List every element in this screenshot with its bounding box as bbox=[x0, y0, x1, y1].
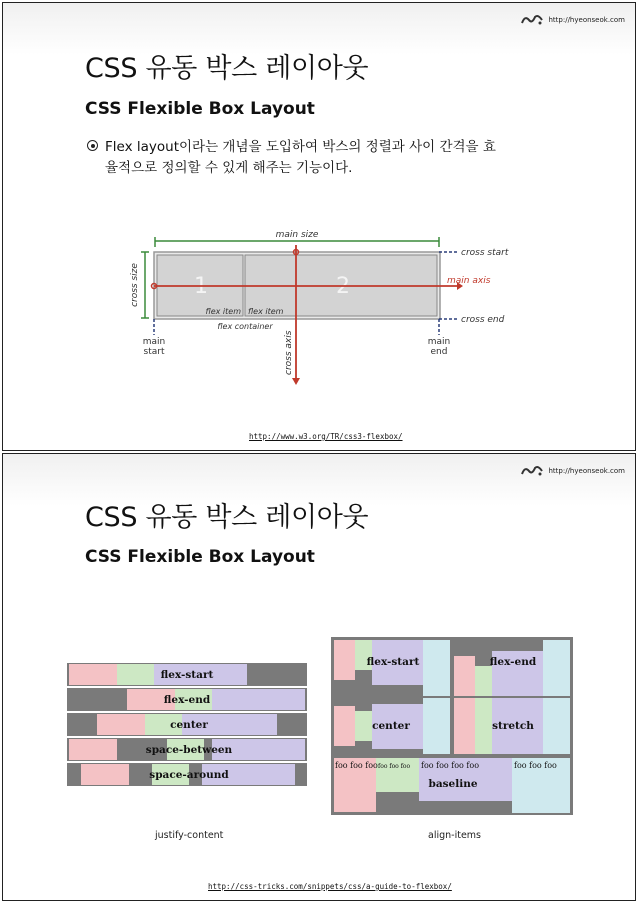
bullet-line-2: 율적으로 정의할 수 있게 해주는 기능이다. bbox=[105, 160, 353, 176]
justify-row-space-between: space-between bbox=[145, 744, 233, 756]
slide-subtitle: CSS Flexible Box Layout bbox=[85, 99, 315, 119]
justify-row-flex-end: flex-end bbox=[163, 694, 211, 706]
main-end-label-2: end bbox=[430, 347, 448, 357]
slide-title: CSS 유동 박스 레이아웃 bbox=[85, 53, 369, 84]
align-cell-flex-end: flex-end bbox=[489, 656, 537, 668]
item-1-number: 1 bbox=[194, 274, 208, 299]
align-cell-baseline: baseline bbox=[428, 778, 478, 790]
align-cell-stretch: stretch bbox=[492, 720, 534, 732]
main-axis-label: main axis bbox=[447, 276, 491, 286]
baseline-foo-4: foo foo foo bbox=[514, 761, 557, 770]
align-cell-center: center bbox=[372, 720, 410, 732]
align-items-caption: align-items bbox=[428, 830, 481, 841]
justify-content-figure bbox=[67, 663, 307, 791]
bullet-icon bbox=[87, 140, 98, 151]
baseline-foo-2: foo foo foo bbox=[378, 763, 411, 770]
main-start-label-2: start bbox=[143, 347, 165, 357]
slide-title: CSS 유동 박스 레이아웃 bbox=[85, 502, 369, 533]
cross-axis-label: cross axis bbox=[284, 330, 294, 375]
main-start-label-1: main bbox=[142, 337, 166, 347]
bullet-point bbox=[87, 137, 567, 179]
main-size-label: main size bbox=[275, 230, 319, 240]
justify-row-flex-start: flex-start bbox=[160, 669, 214, 681]
site-logo-icon bbox=[521, 14, 543, 26]
cross-size-label: cross size bbox=[130, 263, 140, 307]
justify-row-space-around: space-around bbox=[149, 769, 229, 781]
align-cell-flex-start: flex-start bbox=[366, 656, 420, 668]
justify-row-center: center bbox=[170, 719, 208, 731]
baseline-foo-3: foo foo foo foo bbox=[421, 761, 480, 770]
cross-start-label: cross start bbox=[461, 248, 509, 258]
slide-subtitle: CSS Flexible Box Layout bbox=[85, 547, 315, 567]
source-link[interactable]: http://www.w3.org/TR/css3-flexbox/ bbox=[249, 432, 403, 441]
baseline-foo-1: foo foo foo bbox=[335, 761, 378, 770]
justify-content-caption: justify-content bbox=[155, 830, 224, 841]
flex-container-label: flex container bbox=[217, 322, 273, 331]
slide-2 bbox=[2, 453, 636, 901]
cross-end-label: cross end bbox=[461, 315, 505, 325]
site-logo-icon bbox=[521, 465, 543, 477]
flexbox-diagram bbox=[121, 225, 521, 390]
cross-axis-arrow-icon bbox=[292, 378, 300, 385]
site-url[interactable]: http://hyeonseok.com bbox=[548, 16, 625, 24]
item-2-number: 2 bbox=[336, 274, 350, 299]
site-url[interactable]: http://hyeonseok.com bbox=[548, 467, 625, 475]
flex-item-label-1: flex item bbox=[205, 307, 241, 316]
slide-1 bbox=[2, 2, 636, 451]
source-link[interactable]: http://css-tricks.com/snippets/css/a-guide-to-flexbox/ bbox=[208, 882, 452, 891]
main-end-label-1: main bbox=[427, 337, 451, 347]
align-items-figure bbox=[331, 637, 573, 815]
bullet-line-1: Flex layout이라는 개념을 도입하여 박스의 정렬과 사이 간격을 효 bbox=[105, 139, 496, 155]
flex-item-label-2: flex item bbox=[248, 307, 284, 316]
